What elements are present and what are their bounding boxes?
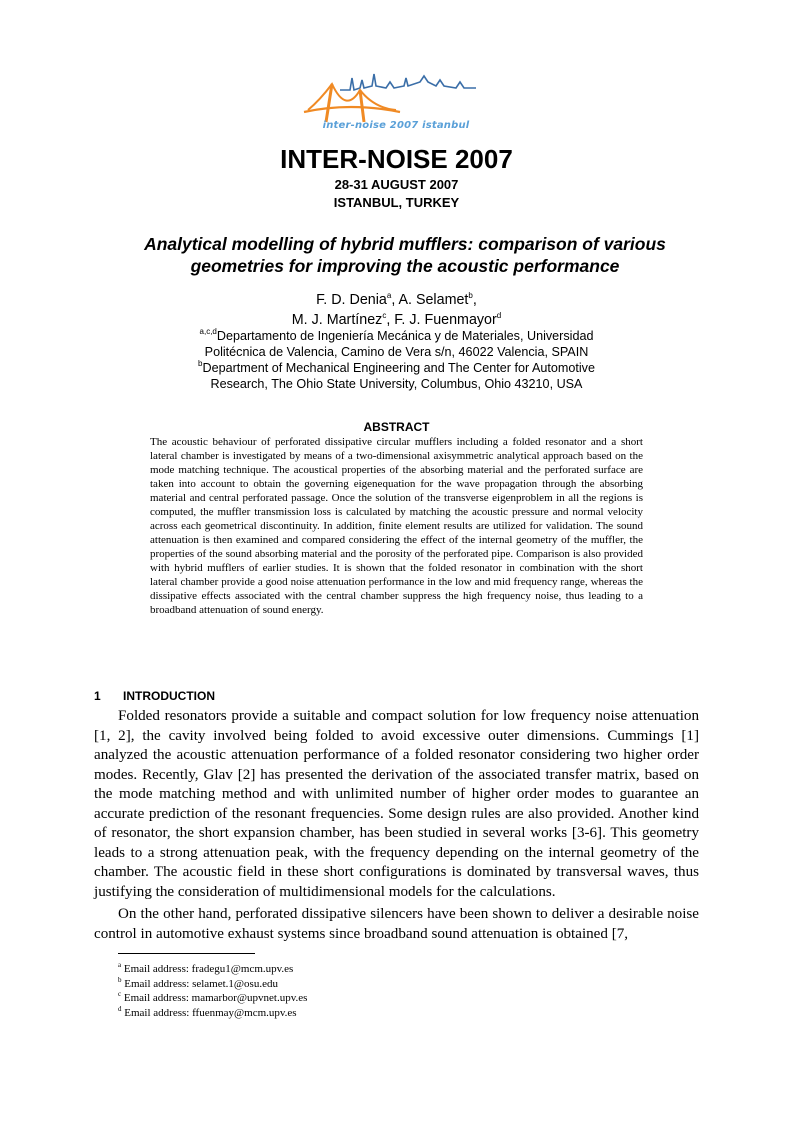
author-martinez: M. J. Martínez — [291, 312, 383, 328]
footnote — [118, 962, 307, 977]
footnote-text: Email address: ffuenmay@mcm.upv.es — [124, 1006, 297, 1019]
author-fuenmayor-mark: d — [496, 311, 502, 320]
affiliation-1-line-2: Politécnica de Valencia, Camino de Vera s/n, 46022 Valencia, SPAIN — [204, 345, 589, 359]
affiliation-2-line-1 — [0, 360, 793, 377]
author-fuenmayor: , F. J. Fuenmayor — [386, 312, 497, 328]
section-number: 1 — [94, 689, 101, 703]
authors-line-1-tail: , — [472, 292, 477, 308]
footnote-mark: b — [118, 975, 122, 984]
footnote — [118, 977, 307, 992]
footnote-text: Email address: selamet.1@osu.edu — [124, 977, 278, 990]
author-denia: F. D. Denia — [316, 292, 387, 308]
footnotes — [118, 962, 307, 1020]
footnote-separator — [118, 953, 255, 954]
conference-dates: 28-31 AUGUST 2007 — [334, 177, 459, 192]
footnote-text: Email address: mamarbor@upvnet.upv.es — [123, 992, 308, 1004]
section-heading-introduction — [94, 689, 215, 703]
authors-line-1 — [0, 290, 793, 310]
abstract-text: The acoustic behaviour of perforated dissipative circular mufflers including a folded resonator and a short lateral chamber is investigated by means of a two-dimensional axisymmetric analytical approach based on the mode matching technique. The acoustical properties of the absorbing material and the perforated surface are taken into account to obtain the governing eigenequation for the wave propagation through the absorbing material and central perforated passage. Once the solution of the transverse eigenproblem in all the regions is computed, the muffler transmission loss is calculated by matching the acoustic pressure and normal velocity across each geometrical discontinuity. In addition, finite element results are utilized for validation. The sound attenuation is then examined and compared considering the effect of the internal geometry of the muffler, the properties of the sound absorbing material and the porosity of the perforated pipe. Comparison is also provided with hybrid mufflers of earlier studies. It is shown that the folded resonator in combination with the short lateral chamber provide a good noise attenuation performance in the low and mid frequency range, whereas the dissipative effects associated with the central chamber suppress the high frequency noise, thus leading to a broadband attenuation of sound energy. — [150, 436, 643, 616]
conference-title: INTER-NOISE 2007 — [280, 144, 513, 174]
affiliation-1-text-1: Departamento de Ingeniería Mecánica y de Materiales, Universidad — [216, 329, 594, 343]
footnote-text: Email address: fradegu1@mcm.upv.es — [123, 963, 294, 975]
istanbul-skyline-icon — [340, 74, 476, 90]
conference-location: ISTANBUL, TURKEY — [333, 195, 460, 210]
footnote-mark: d — [118, 1004, 122, 1013]
author-denia-mark: a — [386, 291, 392, 300]
authors-line-2 — [0, 310, 793, 330]
footnote — [118, 1006, 307, 1021]
intro-paragraph-2: On the other hand, perforated dissipative silencers have been shown to deliver a desirable noise control in automotive exhaust systems since broadband sound attenuation is obtained [7, — [94, 906, 699, 942]
author-selamet-mark: b — [468, 291, 473, 300]
footnote-mark: a — [118, 961, 122, 969]
author-martinez-mark: c — [382, 311, 387, 320]
paper-title: Analytical modelling of hybrid mufflers: comparison of various geometries for improving the acoustic performance — [144, 234, 666, 276]
section-title: INTRODUCTION — [123, 689, 215, 703]
affiliation-2-line-2: Research, The Ohio State University, Columbus, Ohio 43210, USA — [210, 377, 583, 391]
intro-paragraph-1: Folded resonators provide a suitable and compact solution for low frequency noise attenuation [1, 2], the cavity involved being folded to avoid excessive outer dimensions. Cummings [1] analyzed the acoustic attenuation performance of a folded resonator considering two higher order modes. Recently, Glav [2] has presented the derivation of the associated transfer matrix, based on the mode matching method and with unlimited number of higher order modes to guarantee an accurate prediction of the resonant frequencies. Some design rules are also provided. Another kind of resonator, the short expansion chamber, has been studied in several works [3-6]. This geometry leads to a strong attenuation peak, with the frequency depending on the internal geometry of the chamber. The acoustic field in these short configurations is dominated by transversal waves, thus justifying the consideration of multidimensional models for the calculations. — [94, 708, 699, 900]
logo-text: inter-noise 2007 istanbul — [322, 120, 470, 131]
footnote — [118, 991, 307, 1006]
footnote-mark: c — [118, 990, 122, 998]
abstract-heading: ABSTRACT — [363, 420, 430, 434]
author-selamet: , A. Selamet — [391, 292, 469, 308]
affiliation-1-line-1 — [0, 328, 793, 345]
affiliation-2-mark: b — [198, 359, 203, 368]
affiliation-2-text-1: Department of Mechanical Engineering and The Center for Automotive — [202, 361, 595, 375]
affiliation-1-mark: a,c,d — [199, 327, 217, 336]
